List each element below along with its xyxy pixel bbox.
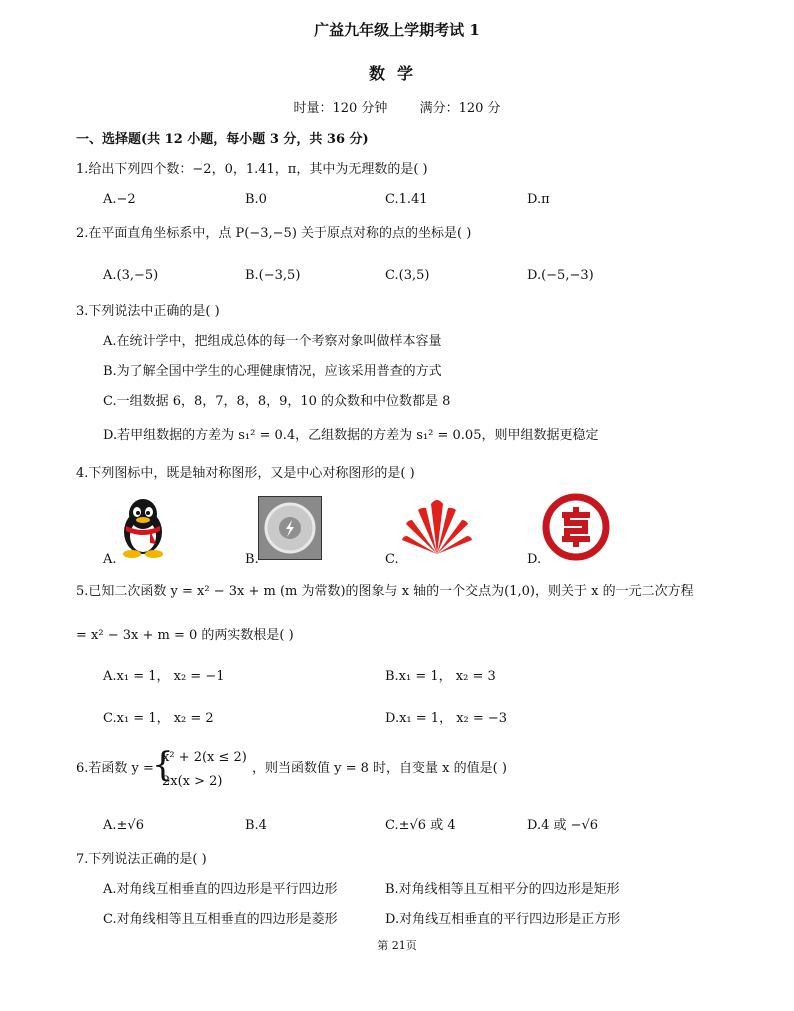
question-3-option-b: B.为了解全国中学生的心理健康情况，应该采用普查的方式 — [103, 364, 442, 379]
question-5-option-c: C.x₁ = 1， x₂ = 2 — [103, 711, 214, 726]
section-heading: 一、选择题(共 12 小题，每小题 3 分，共 36 分) — [76, 132, 369, 147]
question-7-option-c: C.对角线相等且互相垂直的四边形是菱形 — [103, 912, 338, 927]
exam-title: 广益九年级上学期考试 1 — [314, 21, 480, 39]
piecewise-brace: { — [152, 745, 174, 785]
question-7-option-b: B.对角线相等且互相平分的四边形是矩形 — [385, 882, 620, 897]
question-2-option-d: D.(−5,−3) — [527, 268, 594, 283]
question-6-piece-2: 2x(x > 2) — [162, 774, 223, 789]
time-limit: 时量：120 分钟 — [293, 101, 388, 116]
question-2-stem: 2.在平面直角坐标系中，点 P(−3,−5) 关于原点对称的点的坐标是( ) — [76, 226, 472, 241]
subject-title: 数学 — [368, 64, 425, 83]
question-2-option-a: A.(3,−5) — [103, 268, 159, 283]
question-6-option-a: A.±√6 — [103, 818, 144, 833]
question-5-option-d: D.x₁ = 1， x₂ = −3 — [385, 711, 508, 726]
question-7-option-d: D.对角线互相垂直的平行四边形是正方形 — [385, 912, 621, 927]
question-3-option-c: C.一组数据 6，8，7，8，8，9，10 的众数和中位数都是 8 — [103, 394, 451, 409]
question-3-option-d: D.若甲组数据的方差为 s₁² = 0.4，乙组数据的方差为 s₁² = 0.05，则甲组数据更稳定 — [103, 428, 599, 443]
question-6-stem-suffix: ，则当函数值 y = 8 时，自变量 x 的值是( ) — [252, 761, 507, 776]
question-1-option-b: B.0 — [245, 192, 267, 207]
petal-fan-logo-icon — [400, 498, 474, 556]
page-number: 第 21页 — [377, 939, 417, 952]
exam-meta — [0, 101, 794, 117]
question-4-option-a: A. — [103, 552, 117, 567]
question-3-option-a: A.在统计学中，把组成总体的每一个考察对象叫做样本容量 — [103, 334, 442, 349]
question-4-option-b: B. — [245, 552, 259, 567]
bank-seal-logo-icon — [542, 493, 610, 561]
question-5-stem: 5.已知二次函数 y = x² − 3x + m (m 为常数)的图象与 x 轴的一个交点为(1,0)，则关于 x 的一元二次方程 — [76, 584, 694, 599]
question-2-option-c: C.(3,5) — [385, 268, 430, 283]
question-4-option-c: C. — [385, 552, 399, 567]
question-1-option-d: D.π — [527, 192, 550, 207]
question-5-option-a: A.x₁ = 1， x₂ = −1 — [103, 669, 225, 684]
question-3-stem: 3.下列说法中正确的是( ) — [76, 304, 220, 319]
question-7-stem: 7.下列说法正确的是( ) — [76, 852, 207, 867]
question-6-option-c: C.±√6 或 4 — [385, 818, 456, 833]
full-score: 满分：120 分 — [419, 101, 501, 116]
lightning-disc-logo-icon — [258, 496, 322, 560]
question-1-option-a: A.−2 — [103, 192, 136, 207]
question-2-option-b: B.(−3,5) — [245, 268, 301, 283]
question-6-option-d: D.4 或 −√6 — [527, 818, 599, 833]
penguin-logo-icon — [116, 496, 170, 558]
question-6-piece-1: x² + 2(x ≤ 2) — [162, 750, 247, 765]
question-7-option-a: A.对角线互相垂直的四边形是平行四边形 — [103, 882, 338, 897]
question-5-option-b: B.x₁ = 1， x₂ = 3 — [385, 669, 496, 684]
question-6-stem-prefix: 6.若函数 y = — [76, 761, 154, 776]
question-1-stem: 1.给出下列四个数：−2，0，1.41，π，其中为无理数的是( ) — [76, 162, 428, 177]
question-1-option-c: C.1.41 — [385, 192, 428, 207]
question-6-option-b: B.4 — [245, 818, 267, 833]
question-4-stem: 4.下列图标中，既是轴对称图形，又是中心对称图形的是( ) — [76, 466, 415, 481]
question-5-stem-continued: = x² − 3x + m = 0 的两实数根是( ) — [76, 628, 294, 643]
question-4-option-d: D. — [527, 552, 542, 567]
